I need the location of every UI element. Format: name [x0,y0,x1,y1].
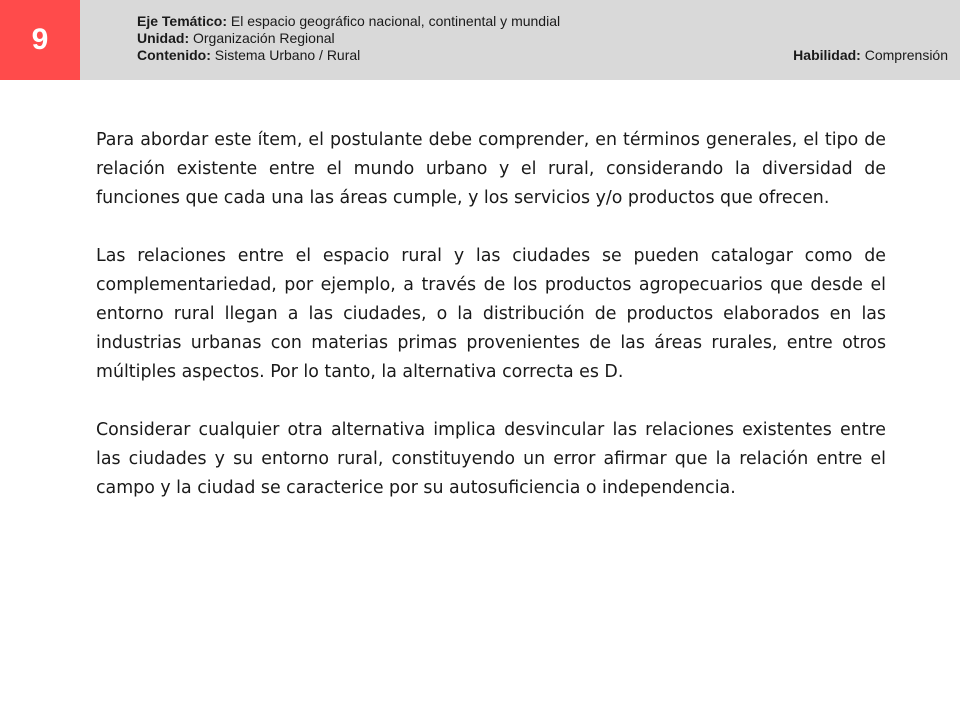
unidad-value: Organización Regional [193,30,335,46]
contenido-label: Contenido: [137,47,211,63]
item-number: 9 [31,23,49,56]
eje-tematico-line [137,13,560,30]
contenido-line [137,47,560,64]
item-number-badge [0,0,80,80]
header-meta [137,13,560,64]
habilidad-value: Comprensión [864,47,948,63]
paragraph-1: Para abordar este ítem, el postulante debe comprender, en términos generales, el tipo de relación existente entre el mundo urbano y el rural, considerando la diversidad de funciones que cada una las áreas cumple, y los servicios y/o productos que ofrecen. [96,130,886,208]
paragraph-2: Las relaciones entre el espacio rural y las ciudades se pueden catalogar como de complementariedad, por ejemplo, a través de los productos agropecuarios que desde el entorno rural llegan a las ciudades, o la distribución de productos elaborados en las industrias urbanas con materias primas provenientes de las áreas rurales, entre otros múltiples aspectos. Por lo tanto, la alternativa correcta es D. [96,246,886,382]
habilidad-label: Habilidad: [793,47,861,63]
paragraph-3: Considerar cualquier otra alternativa implica desvincular las relaciones existentes entre las ciudades y su entorno rural, constituyendo un error afirmar que la relación entre el campo y la ciudad se caracterice por su autosuficiencia o independencia. [96,420,886,498]
habilidad-line [793,47,948,64]
unidad-line [137,30,560,47]
header-bar [0,0,960,80]
unidad-label: Unidad: [137,30,190,46]
explanation-body [96,126,886,532]
contenido-value: Sistema Urbano / Rural [214,47,361,63]
eje-tematico-label: Eje Temático: [137,13,227,29]
eje-tematico-value: El espacio geográfico nacional, continental y mundial [230,13,561,29]
